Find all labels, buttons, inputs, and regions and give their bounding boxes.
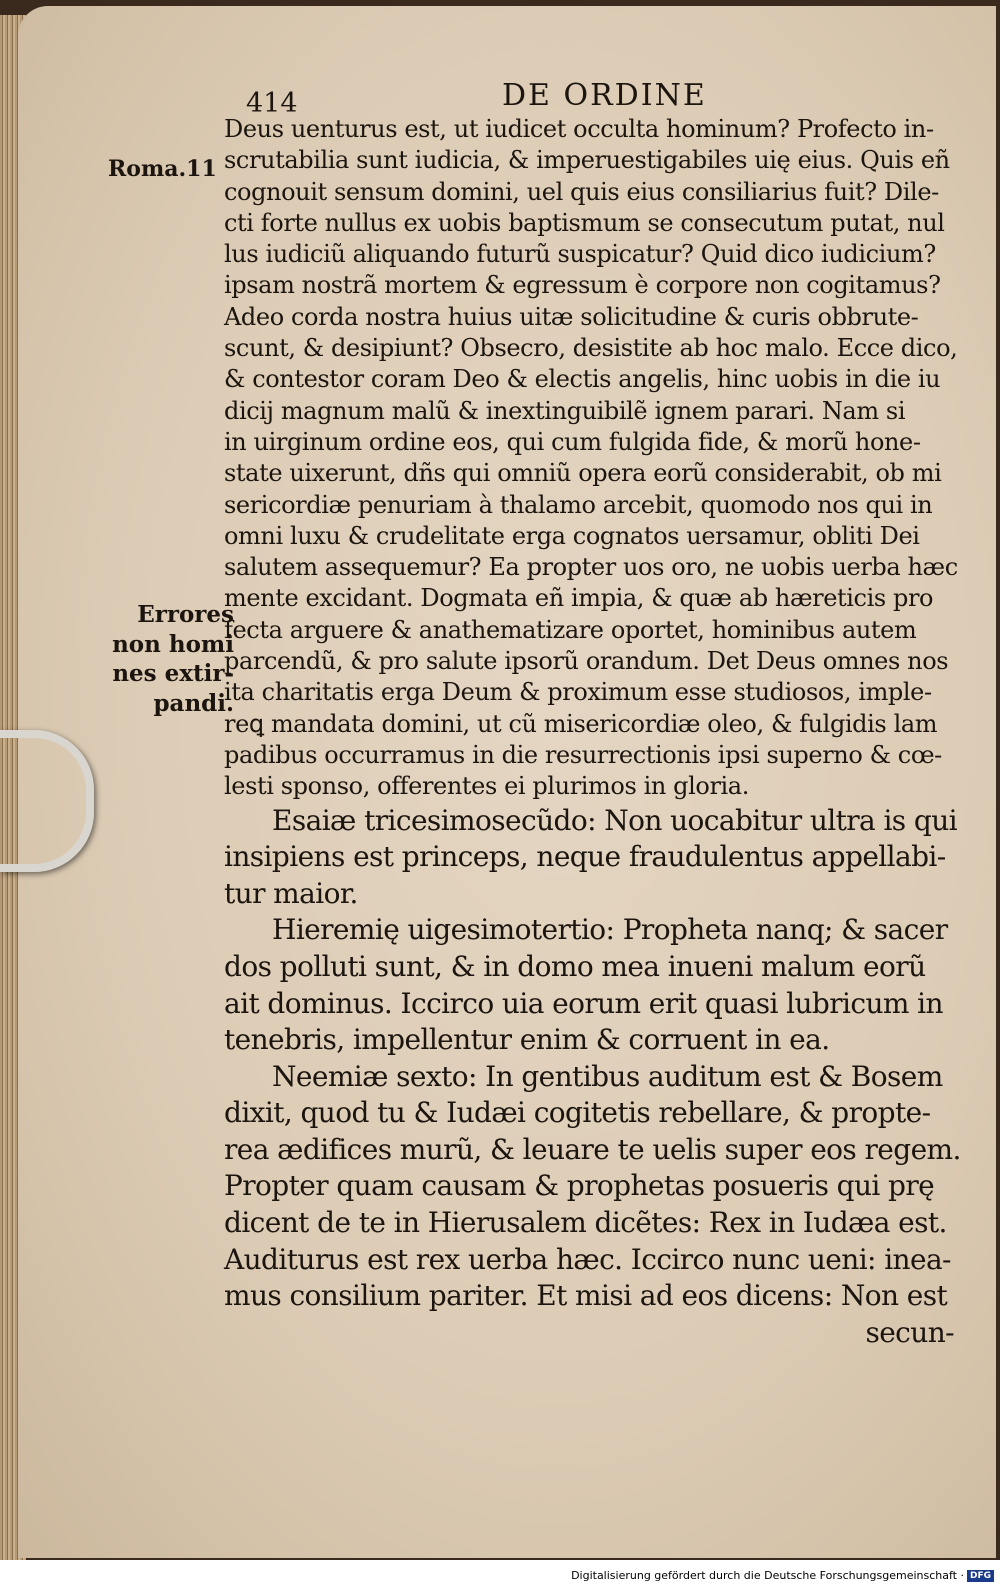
text-line: Auditurus est rex uerba hæc. Iccirco nunc ueni: inea- [224,1242,951,1276]
text-line: ipsam nostrã mortem & egressum è corpore non cogitamus? [224,271,941,300]
book-page [18,6,996,1558]
text-line: state uixerunt, dñs qui omniũ opera eorũ considerabit, ob mi [224,459,942,488]
text-line: dos polluti sunt, & in domo mea inueni malum eorũ [224,949,926,983]
text-line: scrutabilia sunt iudicia, & imperuestigabiles uię eius. Quis eñ [224,146,950,175]
text-line: Hieremię uigesimotertio: Propheta nanq; & sacer [272,913,948,947]
text-line: lus iudiciũ aliquando futurũ suspicatur? Quid dico iudicium? [224,240,936,269]
text-line: mente excidant. Dogmata eñ impia, & quæ ab hæreticis pro [224,584,934,613]
margin-note-roma: Roma.11 [108,156,217,182]
margin-note-errores [110,600,234,718]
text-line: cognouit sensum domini, uel quis eius consiliarius fuit? Dile- [224,177,939,206]
margin-note-line: pandi. [153,689,234,717]
text-line: lesti sponso, offerentes ei plurimos in gloria. [224,772,749,801]
digitization-footer [571,1569,994,1582]
text-line: dicij magnum malũ & inextinguibilẽ ignem parari. Nam si [224,396,906,425]
text-line: fecta arguere & anathematizare oportet, hominibus autem [224,615,917,644]
dfg-logo-icon: DFG [967,1570,994,1582]
text-line: Adeo corda nostra huius uitæ solicitudine & curis obbrute- [224,302,919,331]
text-line: mus consilium pariter. Et misi ad eos dicens: Non est [224,1279,948,1313]
text-line: ita charitatis erga Deum & proximum esse studiosos, imple- [224,678,932,707]
text-line: dixit, quod tu & Iudæi cogitetis rebellare, & propte- [224,1096,931,1130]
text-line: Deus uenturus est, ut iudicet occulta hominum? Profecto in- [224,115,934,143]
text-line: cti forte nullus ex uobis baptismum se consecutum putat, nul [224,208,945,237]
text-line: insipiens est princeps, neque fraudulentus appellabi- [224,840,946,874]
text-line: tenebris, impellentur enim & corruent in ea. [224,1023,830,1057]
page-number: 414 [246,88,298,119]
footer-text: Digitalisierung gefördert durch die Deutsche Forschungsgemeinschaft · [571,1569,964,1582]
text-line: reꝗ mandata domini, ut cũ misericordiæ oleo, & fulgidis lam [224,709,938,738]
text-line: salutem assequemur? Ea propter uos oro, ne uobis uerba hæc [224,553,958,582]
running-title: DE ORDINE [502,78,707,113]
catchword: secun- [865,1315,954,1349]
text-line: rea ædifices murũ, & leuare te uelis super eos regem. [224,1132,961,1166]
text-line: ait dominus. Iccirco uia eorum erit quasi lubricum in [224,986,943,1020]
margin-note-line: Errores [137,601,234,628]
text-line: sericordiæ penuriam à thalamo arcebit, quomodo nos qui in [224,490,933,519]
text-line: scunt, & desipiunt? Obsecro, desistite ab hoc malo. Ecce dico, [224,334,958,363]
margin-note-line: non homi [112,630,234,658]
body-text [224,114,961,1351]
text-line: in uirginum ordine eos, qui cum fulgida fide, & morũ hone- [224,427,921,456]
text-line: Neemiæ sexto: In gentibus auditum est & Bosem [272,1059,943,1093]
text-line: dicent de te in Hierusalem dicẽtes: Rex in Iudæa est. [224,1206,947,1240]
text-line: padibus occurramus in die resurrectionis ipsi superno & cœ- [224,740,942,769]
text-line: & contestor coram Deo & electis angelis, hinc uobis in die iu [224,365,941,394]
margin-note-line: nes extir- [112,660,234,687]
text-line: Esaiæ tricesimosecũdo: Non uocabitur ultra is qui [272,803,957,837]
text-line: parcendũ, & pro salute ipsorũ orandum. Det Deus omnes nos [224,647,949,676]
text-line: Propter quam causam & prophetas posueris qui prę [224,1169,935,1203]
text-line: omni luxu & crudelitate erga cognatos uersamur, obliti Dei [224,521,920,550]
text-line: tur maior. [224,876,358,910]
